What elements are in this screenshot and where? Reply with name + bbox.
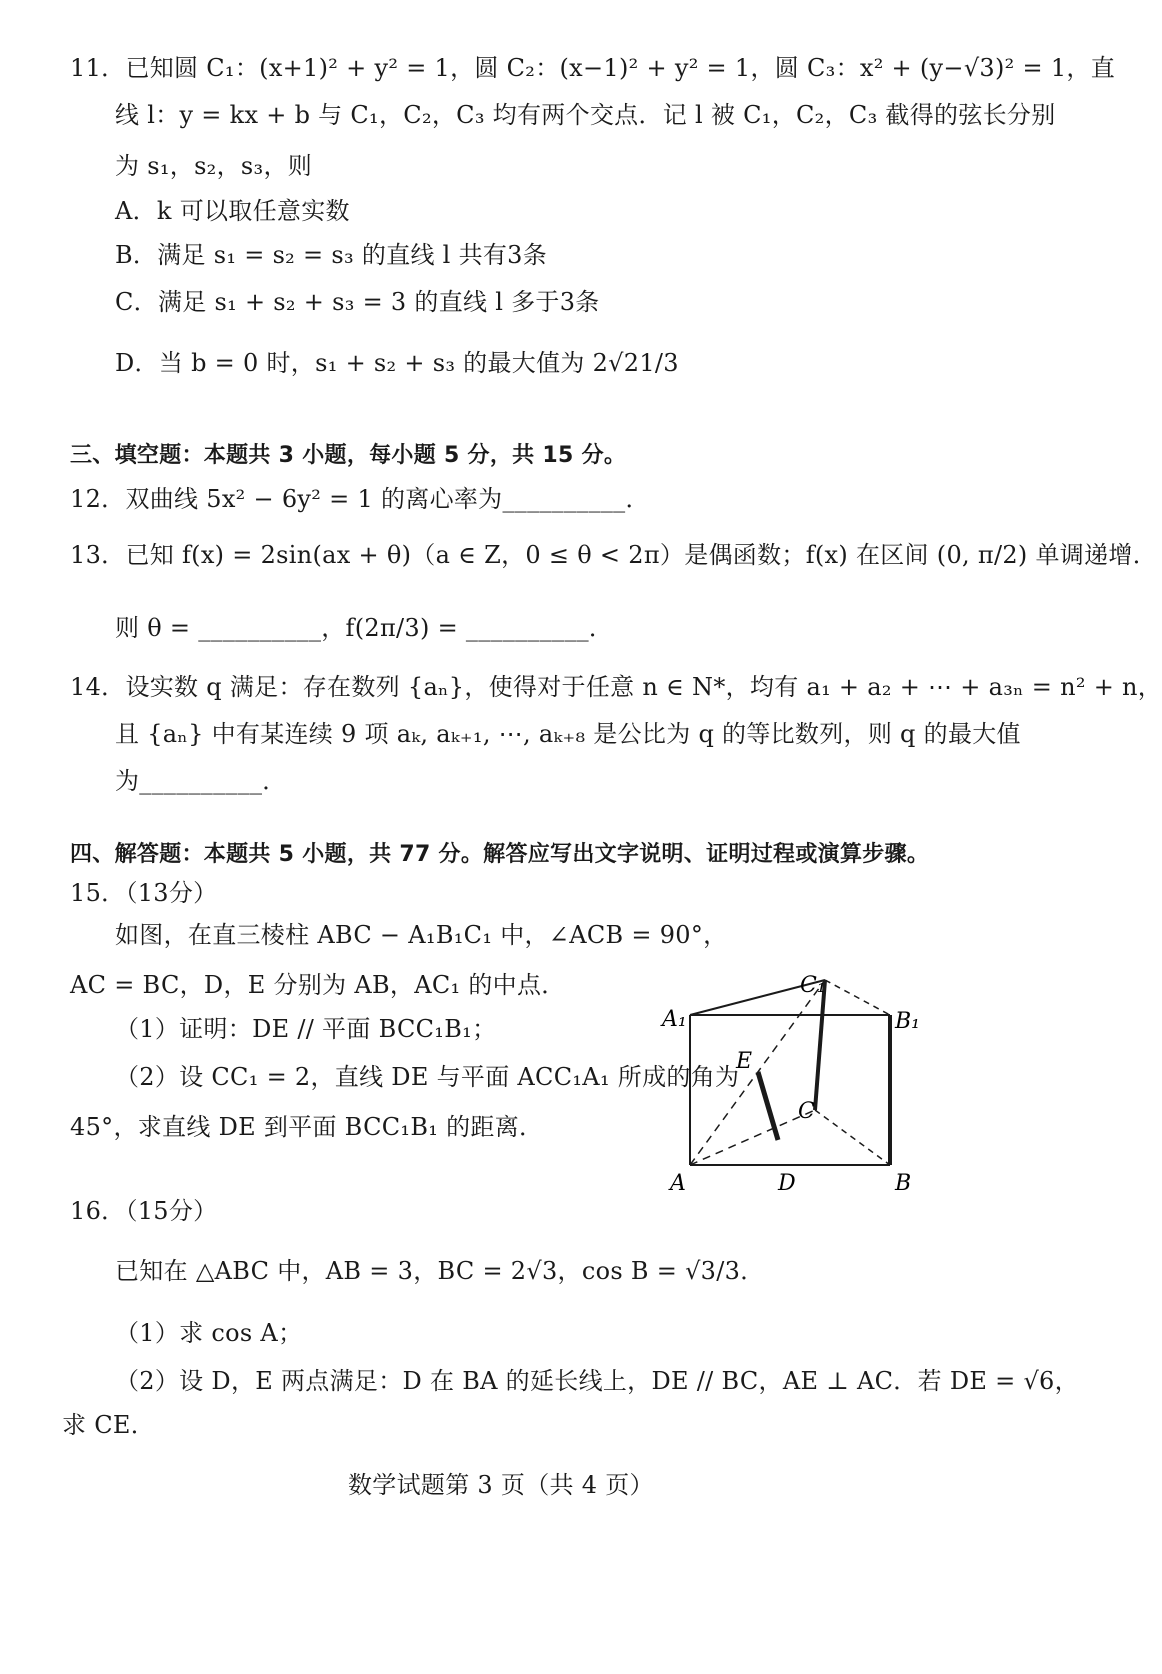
edge-a-c <box>690 1110 815 1165</box>
label-d: D <box>778 1171 796 1196</box>
page-footer: 数学试题第 3 页（共 4 页） <box>348 1471 654 1499</box>
label-b: B <box>895 1171 912 1196</box>
q14-line-1: 14．设实数 q 满足：存在数列 {aₙ}，使得对于任意 n ∈ N*，均有 a₁ + a₂ + ⋯ + a₃ₙ = n² + n， <box>70 673 1162 701</box>
q11-stem-line-3: 为 s₁，s₂，s₃，则 <box>115 152 313 180</box>
label-c: C <box>798 1099 815 1124</box>
label-a: A <box>670 1171 686 1196</box>
q16-part-2: （2）设 D，E 两点满足：D 在 BA 的延长线上，DE // BC，AE ⊥ AC．若 DE = √6， <box>115 1367 1079 1395</box>
q11-stem-line-1: 11．已知圆 C₁：(x+1)² + y² = 1，圆 C₂：(x−1)² + y² = 1，圆 C₃：x² + (y−√3)² = 1，直 <box>70 54 1116 82</box>
label-e: E <box>736 1049 753 1074</box>
q11-option-d: D．当 b = 0 时，s₁ + s₂ + s₃ 的最大值为 2√21/3 <box>115 349 679 377</box>
q16-line-1: 已知在 △ABC 中，AB = 3，BC = 2√3，cos B = √3/3． <box>115 1257 765 1285</box>
q14-line-2: 且 {aₙ} 中有某连续 9 项 aₖ, aₖ₊₁, ⋯, aₖ₊₈ 是公比为 q 的等比数列，则 q 的最大值 <box>115 720 1021 748</box>
q11-stem-line-2: 线 l：y = kx + b 与 C₁，C₂，C₃ 均有两个交点．记 l 被 C₁，C₂，C₃ 截得的弦长分别 <box>115 101 1056 129</box>
q14-line-3: 为__________． <box>115 767 287 795</box>
q16-number: 16．（15分） <box>70 1197 218 1225</box>
q16-part-1: （1）求 cos A； <box>115 1319 303 1347</box>
segment-d-e <box>758 1072 778 1140</box>
q12-text: 12．双曲线 5x² − 6y² = 1 的离心率为__________． <box>70 485 650 513</box>
prism-figure <box>662 973 950 1230</box>
q15-part-2-cont: 45°，求直线 DE 到平面 BCC₁B₁ 的距离． <box>70 1113 544 1141</box>
q11-option-c: C．满足 s₁ + s₂ + s₃ = 3 的直线 l 多于3条 <box>115 288 600 316</box>
label-c1: C₁ <box>800 973 826 998</box>
q13-line-2: 则 θ = __________，f(2π/3) = __________． <box>115 614 614 642</box>
section-4-heading: 四、解答题：本题共 5 小题，共 77 分。解答应写出文字说明、证明过程或演算步骤。 <box>70 842 930 867</box>
edge-c-b <box>815 1110 890 1165</box>
q13-line-1: 13．已知 f(x) = 2sin(ax + θ)（a ∈ Z，0 ≤ θ < 2π）是偶函数；f(x) 在区间 (0, π/2) 单调递增． <box>70 541 1158 569</box>
q11-option-a: A．k 可以取任意实数 <box>115 197 350 225</box>
section-3-heading: 三、填空题：本题共 3 小题，每小题 5 分，共 15 分。 <box>70 443 627 468</box>
q15-part-2: （2）设 CC₁ = 2，直线 DE 与平面 ACC₁A₁ 所成的角为 <box>115 1063 740 1091</box>
edge-c1-b1 <box>825 980 890 1015</box>
label-b1: B₁ <box>895 1009 920 1034</box>
q11-option-b: B．满足 s₁ = s₂ = s₃ 的直线 l 共有3条 <box>115 241 548 269</box>
q15-part-1: （1）证明：DE // 平面 BCC₁B₁； <box>115 1015 497 1043</box>
q15-line-2: AC = BC，D，E 分别为 AB，AC₁ 的中点． <box>70 971 566 999</box>
edge-c-c1 <box>815 980 825 1110</box>
q15-number: 15．（13分） <box>70 879 218 907</box>
q16-part-2-cont: 求 CE． <box>62 1411 156 1439</box>
q15-line-1: 如图，在直三棱柱 ABC − A₁B₁C₁ 中，∠ACB = 90°， <box>115 921 728 949</box>
label-a1: A₁ <box>662 1007 687 1032</box>
